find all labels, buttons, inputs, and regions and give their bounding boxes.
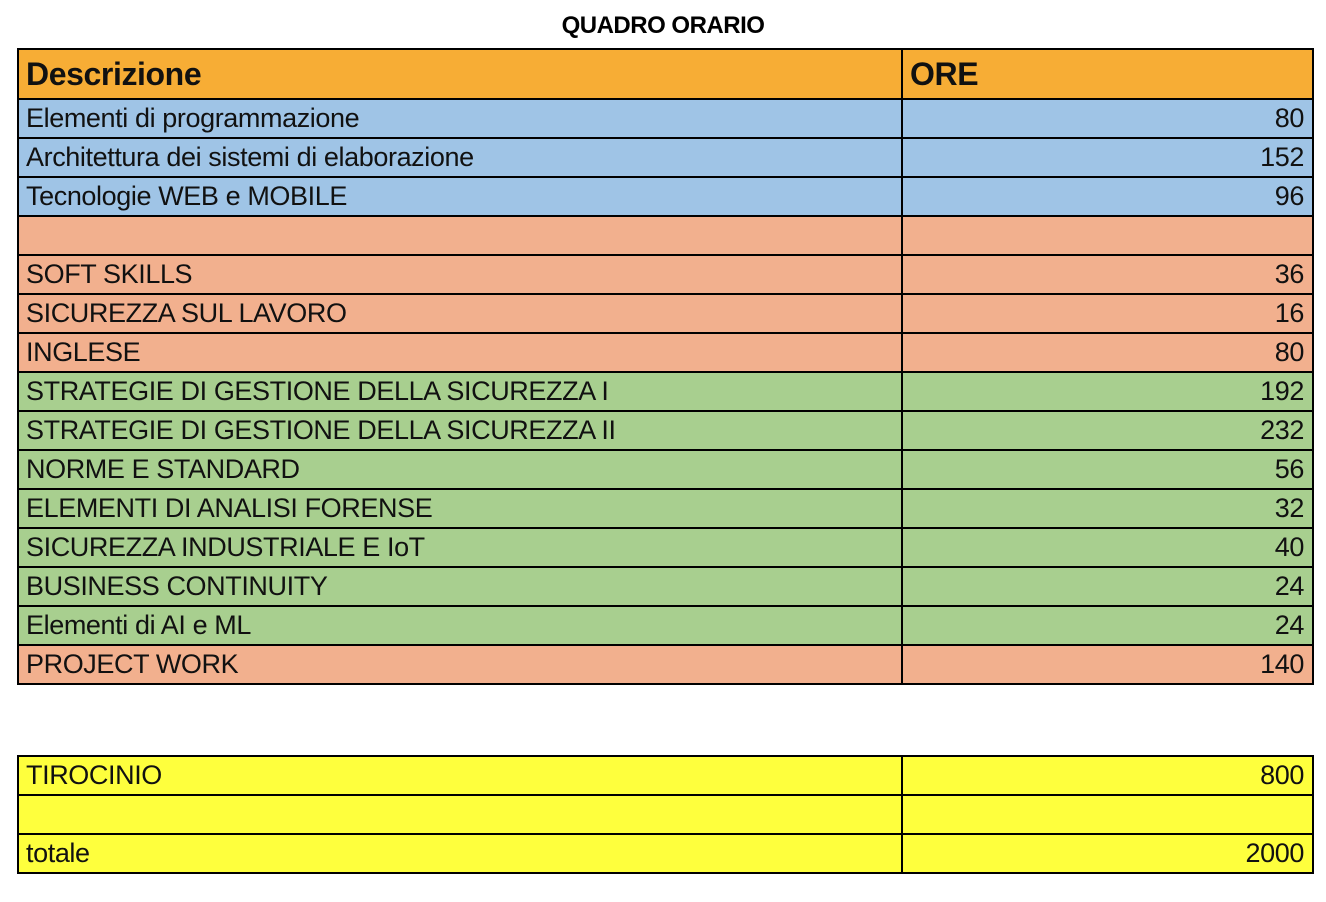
page-title: QUADRO ORARIO xyxy=(561,12,765,39)
cell-ore: 24 xyxy=(902,606,1313,645)
table-row xyxy=(18,294,1313,333)
cell-ore: 96 xyxy=(902,177,1313,216)
cell-ore: 192 xyxy=(902,372,1313,411)
summary-row-tirocinio xyxy=(18,756,1313,795)
cell-ore: 40 xyxy=(902,528,1313,567)
cell-descrizione: SOFT SKILLS xyxy=(18,255,902,294)
table-row xyxy=(18,450,1313,489)
column-header-descrizione: Descrizione xyxy=(18,49,902,99)
table-row xyxy=(18,489,1313,528)
cell-descrizione xyxy=(18,216,902,255)
cell-ore: 2000 xyxy=(902,834,1313,873)
cell-ore: 152 xyxy=(902,138,1313,177)
table-row xyxy=(18,372,1313,411)
table-row xyxy=(18,255,1313,294)
cell-ore xyxy=(902,795,1313,834)
cell-descrizione: STRATEGIE DI GESTIONE DELLA SICUREZZA I xyxy=(18,372,902,411)
cell-descrizione: totale xyxy=(18,834,902,873)
cell-descrizione: STRATEGIE DI GESTIONE DELLA SICUREZZA II xyxy=(18,411,902,450)
table-row xyxy=(18,567,1313,606)
table-row xyxy=(18,177,1313,216)
table-row xyxy=(18,528,1313,567)
cell-descrizione: PROJECT WORK xyxy=(18,645,902,684)
cell-descrizione: NORME E STANDARD xyxy=(18,450,902,489)
cell-descrizione: TIROCINIO xyxy=(18,756,902,795)
cell-descrizione: BUSINESS CONTINUITY xyxy=(18,567,902,606)
column-header-ore: ORE xyxy=(902,49,1313,99)
table-row-empty xyxy=(18,216,1313,255)
cell-descrizione: Elementi di programmazione xyxy=(18,99,902,138)
summary-row-empty xyxy=(18,795,1313,834)
cell-descrizione: Elementi di AI e ML xyxy=(18,606,902,645)
table-row xyxy=(18,606,1313,645)
cell-ore: 800 xyxy=(902,756,1313,795)
cell-descrizione: INGLESE xyxy=(18,333,902,372)
cell-descrizione: SICUREZZA INDUSTRIALE E IoT xyxy=(18,528,902,567)
cell-ore: 232 xyxy=(902,411,1313,450)
summary-table xyxy=(17,755,1314,874)
hours-table xyxy=(17,48,1314,685)
cell-ore xyxy=(902,216,1313,255)
summary-row-totale xyxy=(18,834,1313,873)
cell-descrizione: Tecnologie WEB e MOBILE xyxy=(18,177,902,216)
cell-descrizione: Architettura dei sistemi di elaborazione xyxy=(18,138,902,177)
cell-ore: 32 xyxy=(902,489,1313,528)
cell-descrizione xyxy=(18,795,902,834)
cell-ore: 24 xyxy=(902,567,1313,606)
cell-ore: 16 xyxy=(902,294,1313,333)
cell-descrizione: ELEMENTI DI ANALISI FORENSE xyxy=(18,489,902,528)
cell-ore: 56 xyxy=(902,450,1313,489)
cell-ore: 36 xyxy=(902,255,1313,294)
table-row xyxy=(18,333,1313,372)
table-header-row xyxy=(18,49,1313,99)
cell-ore: 140 xyxy=(902,645,1313,684)
table-row xyxy=(18,645,1313,684)
cell-ore: 80 xyxy=(902,333,1313,372)
table-row xyxy=(18,99,1313,138)
cell-descrizione: SICUREZZA SUL LAVORO xyxy=(18,294,902,333)
table-row xyxy=(18,411,1313,450)
table-row xyxy=(18,138,1313,177)
cell-ore: 80 xyxy=(902,99,1313,138)
